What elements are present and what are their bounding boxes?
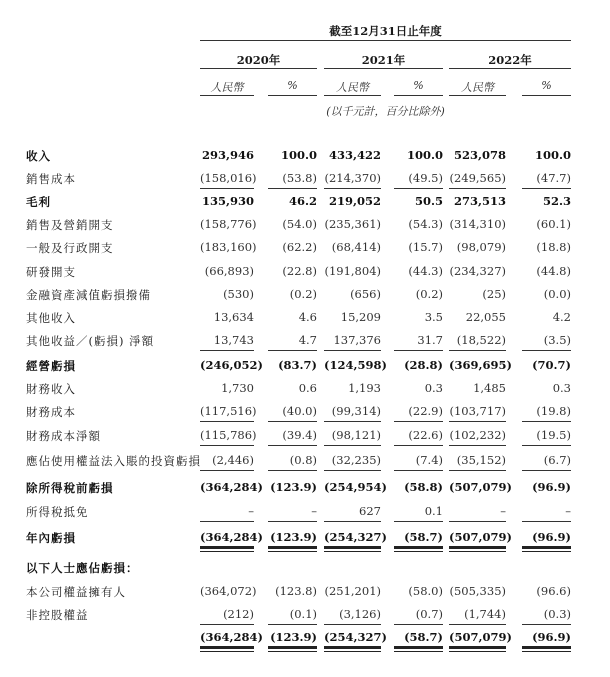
table-row — [0, 480, 610, 500]
percent-cell: (40.0) — [282, 404, 317, 418]
percent-cell: (123.9) — [270, 530, 317, 544]
percent-cell: (83.7) — [278, 358, 317, 372]
percent-cell: (28.8) — [404, 358, 443, 372]
percent-cell: (53.8) — [282, 171, 317, 185]
amount-cell: (2,446) — [212, 453, 254, 467]
period-heading: 截至12月31日止年度 — [329, 24, 442, 38]
table-row — [0, 310, 610, 330]
amount-cell: 219,052 — [328, 194, 381, 208]
subtotal-rule — [449, 470, 506, 471]
amount-cell: 15,209 — [340, 310, 381, 324]
row-label: 應佔使用權益法入賬的投資虧損 — [26, 454, 201, 468]
subtotal-rule — [522, 445, 571, 446]
subtotal-rule — [268, 350, 317, 351]
amount-cell: 13,634 — [213, 310, 254, 324]
subtotal-rule — [268, 421, 317, 422]
amount-cell: – — [500, 504, 506, 518]
units-note: (以千元計，百分比除外) — [326, 105, 445, 118]
amount-cell: 13,743 — [213, 333, 254, 347]
amount-cell: (115,786) — [200, 428, 257, 442]
row-label: 一般及行政開支 — [26, 241, 114, 255]
percent-cell: 4.2 — [552, 310, 571, 324]
percent-cell: – — [311, 504, 317, 518]
percent-cell: (58.7) — [404, 630, 443, 644]
unit-rule — [522, 95, 571, 96]
subtotal-rule — [394, 421, 443, 422]
amount-cell: 137,376 — [333, 333, 381, 347]
percent-cell: (0.8) — [289, 453, 317, 467]
percent-cell: (123.8) — [275, 584, 317, 598]
total-double-rule — [324, 546, 381, 552]
percent-cell: 100.0 — [534, 148, 571, 162]
percent-cell: (15.7) — [408, 240, 443, 254]
percent-cell: (54.0) — [282, 217, 317, 231]
amount-cell: (191,804) — [324, 264, 381, 278]
year-2022: 2022年 — [488, 53, 532, 67]
percent-cell: (19.5) — [536, 428, 571, 442]
subtotal-rule — [268, 445, 317, 446]
total-double-rule — [394, 546, 443, 552]
row-label: 本公司權益擁有人 — [26, 585, 126, 599]
row-label: 所得稅抵免 — [26, 505, 89, 519]
row-label: 財務收入 — [26, 382, 76, 396]
percent-cell: (58.0) — [408, 584, 443, 598]
percent-cell: (22.6) — [408, 428, 443, 442]
subtotal-rule — [268, 188, 317, 189]
table-row — [0, 240, 610, 260]
percent-cell: 52.3 — [542, 194, 571, 208]
percent-cell: 100.0 — [280, 148, 317, 162]
amount-cell: 1,193 — [348, 381, 381, 395]
subtotal-rule — [324, 624, 381, 625]
year-rule — [324, 68, 443, 69]
percent-cell: (58.7) — [404, 530, 443, 544]
amount-cell: (1,744) — [464, 607, 506, 621]
subtotal-rule — [449, 624, 506, 625]
percent-cell: 0.3 — [424, 381, 443, 395]
subtotal-rule — [268, 521, 317, 522]
total-double-rule — [268, 646, 317, 652]
row-label: 金融資產減值虧損撥備 — [26, 288, 151, 302]
amount-cell: – — [248, 504, 254, 518]
table-row — [0, 560, 610, 580]
subtotal-rule — [449, 350, 506, 351]
total-double-rule — [522, 546, 571, 552]
subtotal-rule — [200, 470, 254, 471]
percent-cell: (6.7) — [543, 453, 571, 467]
amount-cell: (117,516) — [200, 404, 257, 418]
table-row — [0, 148, 610, 168]
percent-cell: (70.7) — [532, 358, 571, 372]
row-label: 財務成本 — [26, 405, 76, 419]
subtotal-rule — [200, 521, 254, 522]
subtotal-rule — [324, 188, 381, 189]
subtotal-rule — [200, 421, 254, 422]
subtotal-rule — [268, 470, 317, 471]
subtotal-rule — [394, 188, 443, 189]
table-row — [0, 381, 610, 401]
amount-cell: 135,930 — [201, 194, 254, 208]
table-row — [0, 358, 610, 378]
subtotal-rule — [522, 521, 571, 522]
amount-cell: (254,954) — [324, 480, 387, 494]
unit-rule — [324, 95, 381, 96]
percent-cell: (47.7) — [536, 171, 571, 185]
table-row — [0, 584, 610, 604]
amount-cell: (98,079) — [456, 240, 506, 254]
subtotal-rule — [449, 445, 506, 446]
subtotal-rule — [522, 350, 571, 351]
total-double-rule — [200, 646, 254, 652]
subtotal-rule — [324, 521, 381, 522]
amount-cell: (507,079) — [449, 530, 512, 544]
amount-cell: (25) — [482, 287, 506, 301]
percent-cell: (96.6) — [536, 584, 571, 598]
percent-cell: 4.6 — [298, 310, 317, 324]
percent-cell: 31.7 — [417, 333, 443, 347]
subtotal-rule — [324, 350, 381, 351]
subtotal-rule — [394, 470, 443, 471]
percent-cell: (96.9) — [532, 630, 571, 644]
unit-rule — [394, 95, 443, 96]
amount-cell: (3,126) — [339, 607, 381, 621]
percent-cell: (44.8) — [536, 264, 571, 278]
amount-cell: (254,327) — [324, 630, 387, 644]
percent-cell: 4.7 — [298, 333, 317, 347]
table-row — [0, 217, 610, 237]
percent-cell: (22.8) — [282, 264, 317, 278]
table-row — [0, 264, 610, 284]
percent-cell: (123.9) — [270, 630, 317, 644]
subtotal-rule — [522, 421, 571, 422]
amount-cell: (364,072) — [200, 584, 257, 598]
unit-rule — [200, 95, 254, 96]
percent-cell: 46.2 — [288, 194, 317, 208]
percent-cell: (58.8) — [404, 480, 443, 494]
amount-cell: (364,284) — [200, 630, 263, 644]
percent-cell: (0.0) — [543, 287, 571, 301]
percent-cell: – — [565, 504, 571, 518]
percent-cell: (7.4) — [415, 453, 443, 467]
year-2020: 2020年 — [236, 53, 281, 67]
amount-cell: (98,121) — [331, 428, 381, 442]
percent-cell: (96.9) — [532, 480, 571, 494]
percent-cell: 3.5 — [424, 310, 443, 324]
total-double-rule — [449, 646, 506, 652]
percent-cell: (0.2) — [415, 287, 443, 301]
percent-cell: (60.1) — [536, 217, 571, 231]
subtotal-rule — [394, 350, 443, 351]
amount-cell: (364,284) — [200, 530, 263, 544]
percent-cell: (39.4) — [282, 428, 317, 442]
total-double-rule — [522, 646, 571, 652]
percent-cell: (62.2) — [282, 240, 317, 254]
amount-cell: (158,776) — [200, 217, 257, 231]
amount-cell: (214,370) — [324, 171, 381, 185]
amount-cell: (99,314) — [331, 404, 381, 418]
currency-label: 人民幣 — [461, 81, 494, 94]
unit-rule — [449, 95, 506, 96]
percent-cell: (123.9) — [270, 480, 317, 494]
header-rule — [200, 40, 571, 41]
table-row — [0, 287, 610, 307]
percent-cell: (18.8) — [536, 240, 571, 254]
subtotal-rule — [449, 188, 506, 189]
row-label: 其他收益／(虧損) 淨額 — [26, 334, 155, 348]
amount-cell: (183,160) — [200, 240, 257, 254]
amount-cell: (656) — [350, 287, 381, 301]
total-double-rule — [324, 646, 381, 652]
percent-cell: (22.9) — [408, 404, 443, 418]
amount-cell: (68,414) — [331, 240, 381, 254]
row-label: 財務成本淨額 — [26, 429, 101, 443]
amount-cell: (530) — [223, 287, 254, 301]
subtotal-rule — [324, 445, 381, 446]
percent-label: % — [413, 79, 424, 92]
total-double-rule — [268, 546, 317, 552]
amount-cell: 293,946 — [201, 148, 254, 162]
currency-label: 人民幣 — [336, 81, 369, 94]
subtotal-rule — [200, 188, 254, 189]
subtotal-rule — [394, 445, 443, 446]
amount-cell: (102,232) — [449, 428, 506, 442]
percent-cell: 0.3 — [552, 381, 571, 395]
percent-cell: (54.3) — [408, 217, 443, 231]
amount-cell: (35,152) — [456, 453, 506, 467]
amount-cell: (212) — [223, 607, 254, 621]
total-double-rule — [449, 546, 506, 552]
amount-cell: 1,485 — [473, 381, 506, 395]
percent-cell: 50.5 — [414, 194, 443, 208]
amount-cell: (124,598) — [324, 358, 387, 372]
subtotal-rule — [200, 445, 254, 446]
amount-cell: (314,310) — [449, 217, 506, 231]
row-label: 其他收入 — [26, 311, 76, 325]
total-double-rule — [200, 546, 254, 552]
subtotal-rule — [200, 350, 254, 351]
subtotal-rule — [394, 521, 443, 522]
unit-rule — [268, 95, 317, 96]
subtotal-rule — [449, 421, 506, 422]
percent-label: % — [541, 79, 552, 92]
percent-cell: (0.2) — [289, 287, 317, 301]
amount-cell: (369,695) — [449, 358, 512, 372]
amount-cell: (103,717) — [449, 404, 506, 418]
row-label: 以下人士應佔虧損： — [26, 561, 139, 575]
total-double-rule — [394, 646, 443, 652]
percent-cell: (44.3) — [408, 264, 443, 278]
amount-cell: 627 — [359, 504, 381, 518]
row-label: 非控股權益 — [26, 608, 89, 622]
amount-cell: 523,078 — [453, 148, 506, 162]
amount-cell: (32,235) — [331, 453, 381, 467]
subtotal-rule — [522, 624, 571, 625]
subtotal-rule — [522, 188, 571, 189]
amount-cell: (251,201) — [324, 584, 381, 598]
amount-cell: 273,513 — [453, 194, 506, 208]
subtotal-rule — [268, 624, 317, 625]
amount-cell: (507,079) — [449, 630, 512, 644]
amount-cell: (18,522) — [456, 333, 506, 347]
percent-cell: 0.6 — [298, 381, 317, 395]
percent-cell: 0.1 — [424, 504, 443, 518]
subtotal-rule — [522, 470, 571, 471]
percent-cell: 100.0 — [406, 148, 443, 162]
percent-cell: (96.9) — [532, 530, 571, 544]
currency-label: 人民幣 — [210, 81, 244, 94]
amount-cell: (507,079) — [449, 480, 512, 494]
table-row — [0, 194, 610, 214]
row-label: 銷售及營銷開支 — [26, 218, 114, 232]
subtotal-rule — [449, 521, 506, 522]
row-label: 研發開支 — [26, 265, 76, 279]
year-rule — [200, 68, 317, 69]
amount-cell: (66,893) — [204, 264, 254, 278]
percent-cell: (0.1) — [289, 607, 317, 621]
amount-cell: (234,327) — [449, 264, 506, 278]
amount-cell: 22,055 — [465, 310, 506, 324]
amount-cell: (364,284) — [200, 480, 263, 494]
amount-cell: 1,730 — [221, 381, 254, 395]
subtotal-rule — [200, 624, 254, 625]
amount-cell: (505,335) — [449, 584, 506, 598]
amount-cell: (246,052) — [200, 358, 263, 372]
amount-cell: (249,565) — [449, 171, 506, 185]
row-label: 年內虧損 — [26, 531, 76, 545]
percent-label: % — [287, 79, 298, 92]
percent-cell: (0.3) — [543, 607, 571, 621]
row-label: 銷售成本 — [26, 172, 76, 186]
subtotal-rule — [394, 624, 443, 625]
percent-cell: (19.8) — [536, 404, 571, 418]
subtotal-rule — [324, 421, 381, 422]
amount-cell: 433,422 — [328, 148, 381, 162]
amount-cell: (235,361) — [324, 217, 381, 231]
subtotal-rule — [324, 470, 381, 471]
amount-cell: (254,327) — [324, 530, 387, 544]
percent-cell: (49.5) — [408, 171, 443, 185]
row-label: 收入 — [26, 149, 51, 163]
year-rule — [449, 68, 571, 69]
percent-cell: (0.7) — [415, 607, 443, 621]
row-label: 經營虧損 — [26, 359, 76, 373]
percent-cell: (3.5) — [543, 333, 571, 347]
year-2021: 2021年 — [361, 53, 406, 67]
row-label: 毛利 — [26, 195, 51, 209]
amount-cell: (158,016) — [200, 171, 257, 185]
row-label: 除所得稅前虧損 — [26, 481, 114, 495]
